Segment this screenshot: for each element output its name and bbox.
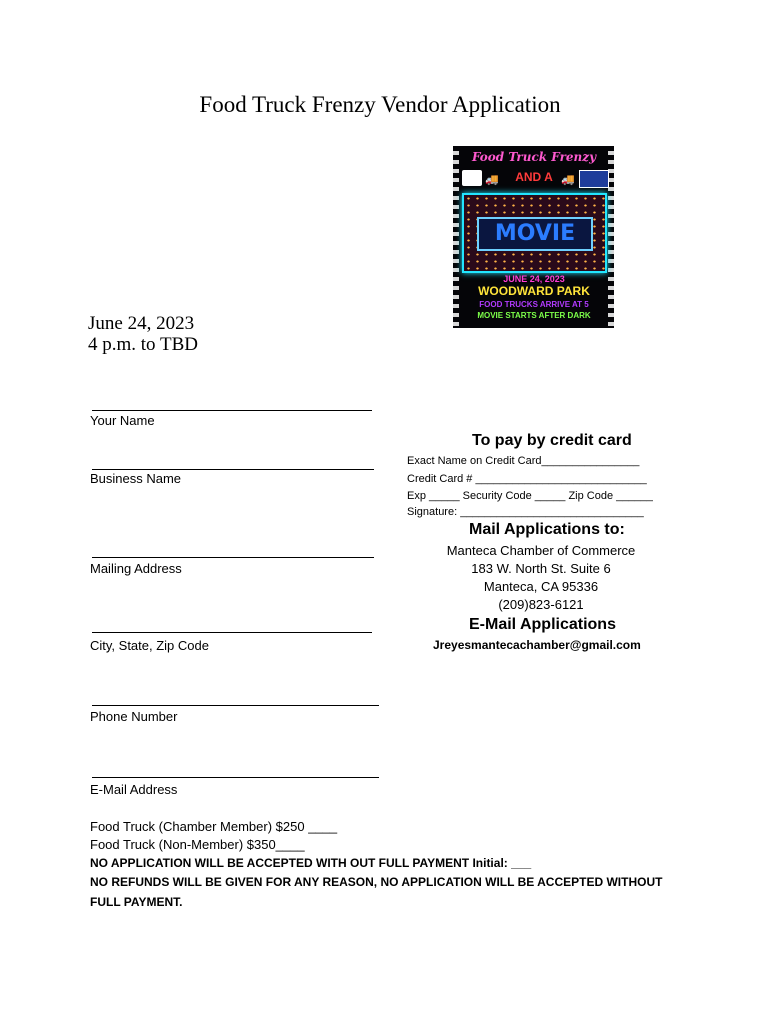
poster-starts: MOVIE STARTS AFTER DARK <box>477 311 591 320</box>
mail-heading: Mail Applications to: <box>469 521 625 538</box>
fee-non-member: Food Truck (Non-Member) $350____ <box>90 837 305 852</box>
poster-movie: MOVIE <box>477 217 593 251</box>
poster-date: JUNE 24, 2023 <box>503 274 565 284</box>
business-name-line[interactable] <box>92 469 374 470</box>
card-exp-line[interactable]: Exp _____ Security Code _____ Zip Code ______ <box>407 490 653 502</box>
your-name-line[interactable] <box>92 410 372 411</box>
email-apps-heading: E-Mail Applications <box>469 616 616 633</box>
notice-initial: NO APPLICATION WILL BE ACCEPTED WITH OUT FULL PAYMENT Initial: ___ <box>90 856 532 870</box>
poster-title: Food Truck Frenzy <box>471 150 597 164</box>
card-signature-line[interactable]: Signature: ______________________________ <box>407 506 644 518</box>
film-strip-left <box>453 146 459 328</box>
page-title: Food Truck Frenzy Vendor Application <box>199 92 561 117</box>
city-state-zip-label: City, State, Zip Code <box>90 638 209 653</box>
mailing-address-line[interactable] <box>92 557 374 558</box>
fees-section <box>90 818 690 912</box>
event-poster <box>453 146 614 328</box>
your-name-label: Your Name <box>90 413 155 428</box>
poster-arrive: FOOD TRUCKS ARRIVE AT 5 <box>479 300 589 309</box>
notice-refund: NO REFUNDS WILL BE GIVEN FOR ANY REASON, NO APPLICATION WILL BE ACCEPTED WITHOUT FULL PAYMENT. <box>90 875 663 909</box>
poster-park: WOODWARD PARK <box>478 284 590 298</box>
email-address[interactable]: Jreyesmantecachamber@gmail.com <box>433 638 641 652</box>
food-truck-icon: 🚚 <box>485 174 499 186</box>
mail-org: Manteca Chamber of Commerce <box>446 543 636 558</box>
email-label: E-Mail Address <box>90 782 178 797</box>
mail-street: 183 W. North St. Suite 6 <box>471 561 611 576</box>
mail-phone: (209)823-6121 <box>498 597 584 612</box>
event-date: June 24, 2023 <box>88 313 195 334</box>
card-name-line[interactable]: Exact Name on Credit Card________________ <box>407 455 640 467</box>
event-date-time <box>88 313 198 355</box>
card-number-line[interactable]: Credit Card # ____________________________ <box>407 473 647 485</box>
event-time: 4 p.m. to TBD <box>88 334 198 355</box>
poster-and: AND A <box>515 170 553 184</box>
phone-line[interactable] <box>92 705 379 706</box>
fee-member: Food Truck (Chamber Member) $250 ____ <box>90 819 338 834</box>
mail-city: Manteca, CA 95336 <box>483 579 599 594</box>
phone-label: Phone Number <box>90 709 178 724</box>
food-truck-icon: 🚚 <box>561 174 575 186</box>
city-state-zip-line[interactable] <box>92 632 372 633</box>
mailing-address-label: Mailing Address <box>90 561 182 576</box>
email-line[interactable] <box>92 777 379 778</box>
sponsor-logo <box>579 170 609 188</box>
credit-card-heading: To pay by credit card <box>472 432 632 449</box>
business-name-label: Business Name <box>90 471 182 486</box>
